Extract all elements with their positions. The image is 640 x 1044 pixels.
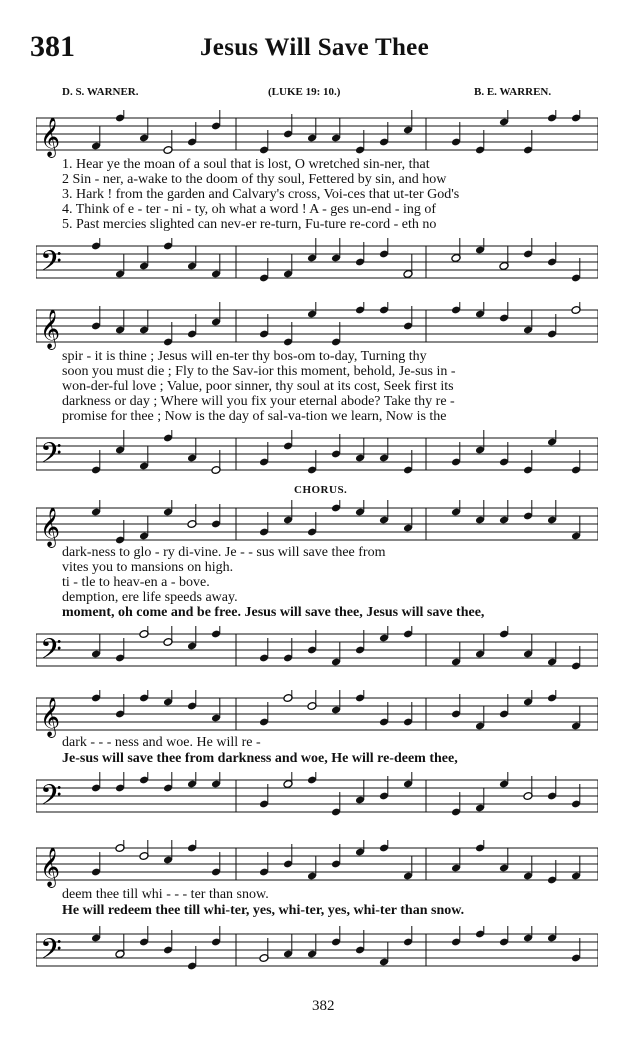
verse-5-line: 5. Past mercies slighted can nev-er re-turn, Fu-ture re-cord - eth no	[62, 217, 437, 232]
clef-symbol: 𝄢	[40, 633, 62, 673]
music-credit: B. E. WARREN.	[474, 86, 552, 98]
bass-staff	[36, 238, 598, 294]
verse-1-line: spir - it is thine ; Jesus will en-ter thy bos-om to-day, Turning thy	[62, 349, 427, 364]
verse-3-line: ti - tle to heav-en a - bove.	[62, 575, 210, 590]
clef-symbol: 𝄢	[40, 437, 62, 477]
verse-1-line: 1. Hear ye the moan of a soul that is lost, O wretched sin-ner, that	[62, 157, 430, 172]
bass-staff	[36, 926, 598, 982]
verse-1-line: dark-ness to glo - ry di-vine. Je - - sus will save thee from	[62, 545, 386, 560]
verse-2-line: soon you must die ; Fly to the Sav-ior this moment, behold, Je-sus in -	[62, 364, 456, 379]
upper-voice-line: dark - - - ness and woe. He will re -	[62, 735, 261, 750]
verse-4-line: demption, ere life speeds away.	[62, 590, 238, 605]
verse-5-line: moment, oh come and be free. Jesus will save thee, Jesus will save thee,	[62, 605, 485, 620]
verse-5-line: promise for thee ; Now is the day of sal-va-tion we learn, Now is the	[62, 409, 447, 424]
lower-voice-line: He will redeem thee till whi-ter, yes, whi-ter, yes, whi-ter than snow.	[62, 903, 465, 918]
clef-symbol: 𝄞	[40, 507, 61, 547]
page-number: 382	[312, 998, 335, 1014]
verse-2-line: vites you to mansions on high.	[62, 560, 234, 575]
clef-symbol: 𝄞	[40, 697, 61, 737]
lower-voice-line: Je-sus will save thee from darkness and woe, He will re-deem thee,	[62, 751, 458, 766]
verse-2-line: 2 Sin - ner, a-wake to the doom of thy soul, Fettered by sin, and how	[62, 172, 447, 187]
clef-symbol: 𝄢	[40, 779, 62, 819]
scripture-reference: (LUKE 19: 10.)	[268, 86, 341, 98]
upper-voice-line: deem thee till whi - - - ter than snow.	[62, 887, 269, 902]
bass-staff	[36, 772, 598, 828]
verse-3-line: 3. Hark ! from the garden and Calvary's cross, Voi-ces that ut-ter God's	[62, 187, 460, 202]
hymn-title: Jesus Will Save Thee	[200, 34, 429, 61]
verse-4-line: darkness or day ; Where will you fix your eternal abode? Take thy re -	[62, 394, 455, 409]
clef-symbol: 𝄞	[40, 847, 61, 887]
clef-symbol: 𝄢	[40, 933, 62, 973]
verse-4-line: 4. Think of e - ter - ni - ty, oh what a word ! A - ges un-end - ing of	[62, 202, 437, 217]
chorus-label: CHORUS.	[294, 484, 348, 496]
bass-staff	[36, 626, 598, 682]
clef-symbol: 𝄞	[40, 309, 61, 349]
hymn-number: 381	[30, 30, 75, 63]
bass-staff	[36, 430, 598, 486]
words-credit: D. S. WARNER.	[62, 86, 139, 98]
clef-symbol: 𝄢	[40, 245, 62, 285]
clef-symbol: 𝄞	[40, 117, 61, 157]
verse-3-line: won-der-ful love ; Value, poor sinner, thy soul at its cost, Seek first its	[62, 379, 454, 394]
